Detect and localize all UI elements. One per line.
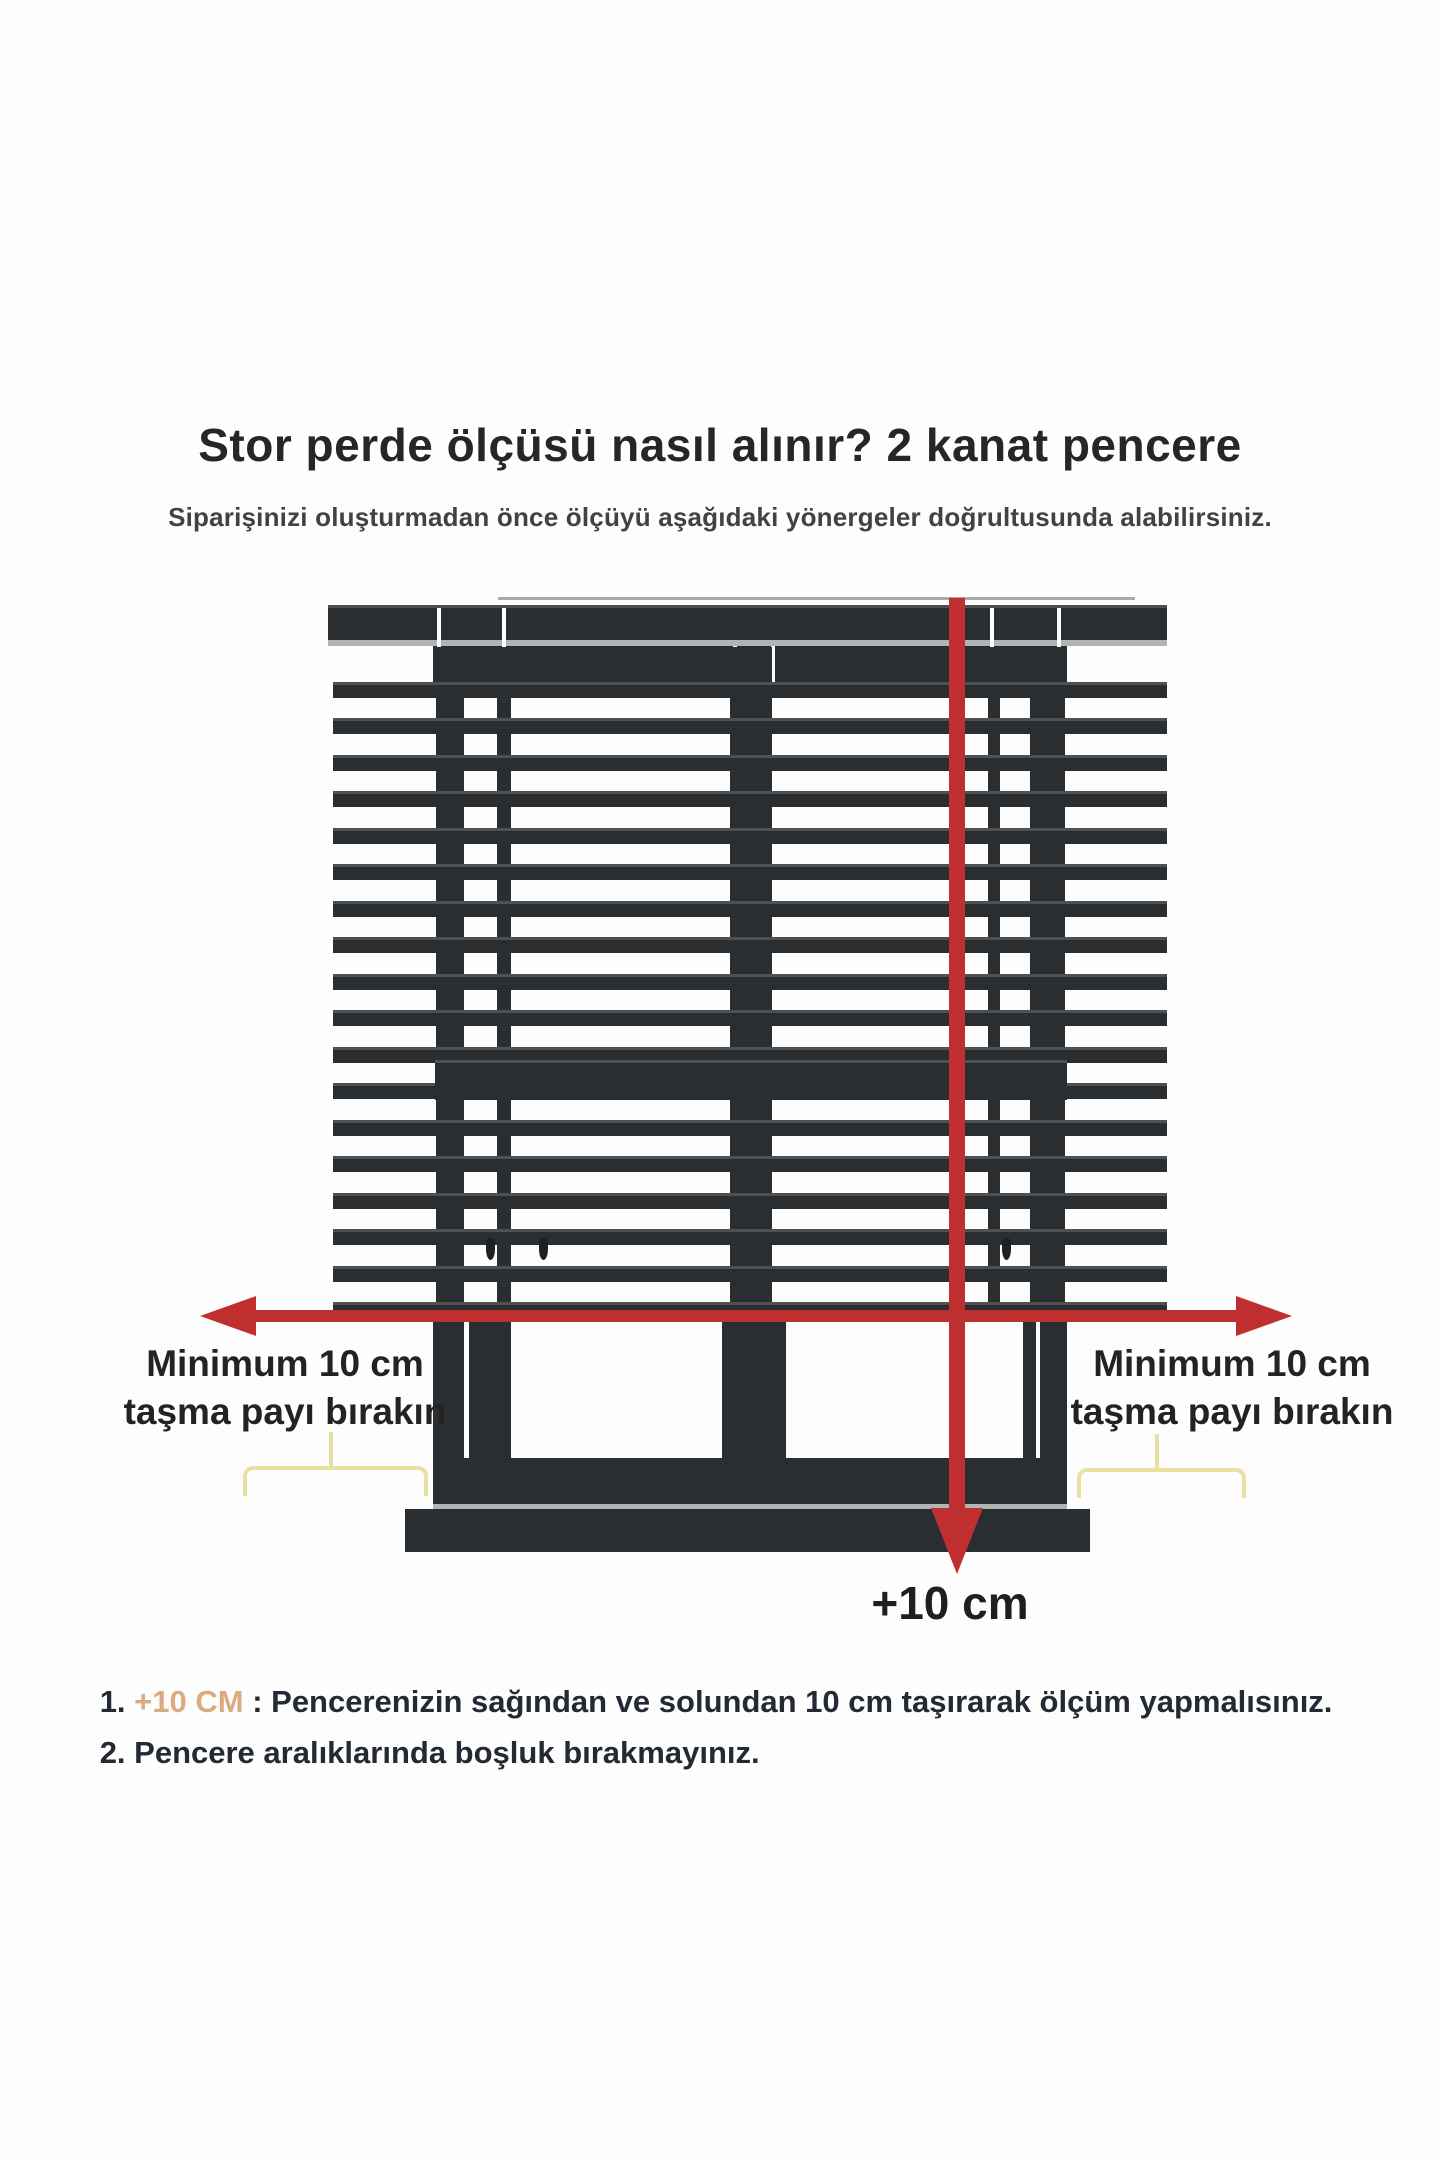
right-measure-brace-stem (1155, 1434, 1159, 1470)
right-measure-brace (1077, 1468, 1246, 1498)
right-overhang-label-line2: taşma payı bırakın (1070, 1391, 1394, 1432)
blind-slat (333, 828, 1167, 844)
page-subtitle: Siparişinizi oluşturmadan önce ölçüyü aşağıdaki yönergeler doğrultusunda alabilirsiniz. (168, 502, 1272, 532)
instruction-text: Pencerenizin sağından ve solundan 10 cm taşırarak ölçüm yapmalısınız. (271, 1684, 1333, 1719)
instruction-number: 2. (99, 1735, 135, 1770)
blind-cord-hook (539, 1238, 548, 1260)
blind-slat (333, 682, 1167, 698)
instruction-highlight: +10 CM (134, 1684, 244, 1719)
left-measure-brace-stem (329, 1432, 333, 1468)
blind-slat (333, 1010, 1167, 1026)
page-title: Stor perde ölçüsü nasıl alınır? 2 kanat pencere (198, 419, 1242, 471)
left-overhang-label-line2: taşma payı bırakın (123, 1391, 447, 1432)
height-allowance-label: +10 cm (871, 1577, 1029, 1629)
blind-slat (333, 1302, 1167, 1318)
instruction-text: Pencere aralıklarında boşluk bırakmayınız. (134, 1735, 760, 1770)
blind-slat (333, 718, 1167, 734)
blind-slat (333, 1120, 1167, 1136)
left-overhang-label-line1: Minimum 10 cm (146, 1343, 424, 1384)
window-lower-mullion (722, 1318, 786, 1458)
left-overhang-label (95, 1340, 475, 1436)
instruction-separator: : (243, 1684, 272, 1719)
instruction-number: 1. (99, 1684, 135, 1719)
blind-slat (333, 755, 1167, 771)
blind-slat (333, 1266, 1167, 1282)
blind-slat (333, 901, 1167, 917)
window-sill (405, 1509, 1090, 1552)
blind-cord-hook (486, 1238, 495, 1260)
window-bottom-rail (433, 1458, 1067, 1509)
blind-slat (333, 1229, 1167, 1245)
right-overhang-label-line1: Minimum 10 cm (1093, 1343, 1371, 1384)
blind-slat (333, 974, 1167, 990)
left-measure-brace (243, 1466, 428, 1496)
blind-cord-hook (1002, 1238, 1011, 1260)
blind-slat (333, 1193, 1167, 1209)
stile-seam (1036, 1318, 1040, 1458)
blind-slat (333, 1156, 1167, 1172)
window-transom-band (435, 1060, 1067, 1100)
blind-slat (333, 937, 1167, 953)
blind-slat (333, 791, 1167, 807)
right-overhang-label (1052, 1340, 1412, 1436)
instruction-item-2 (48, 1699, 760, 1807)
blind-slat (333, 864, 1167, 880)
